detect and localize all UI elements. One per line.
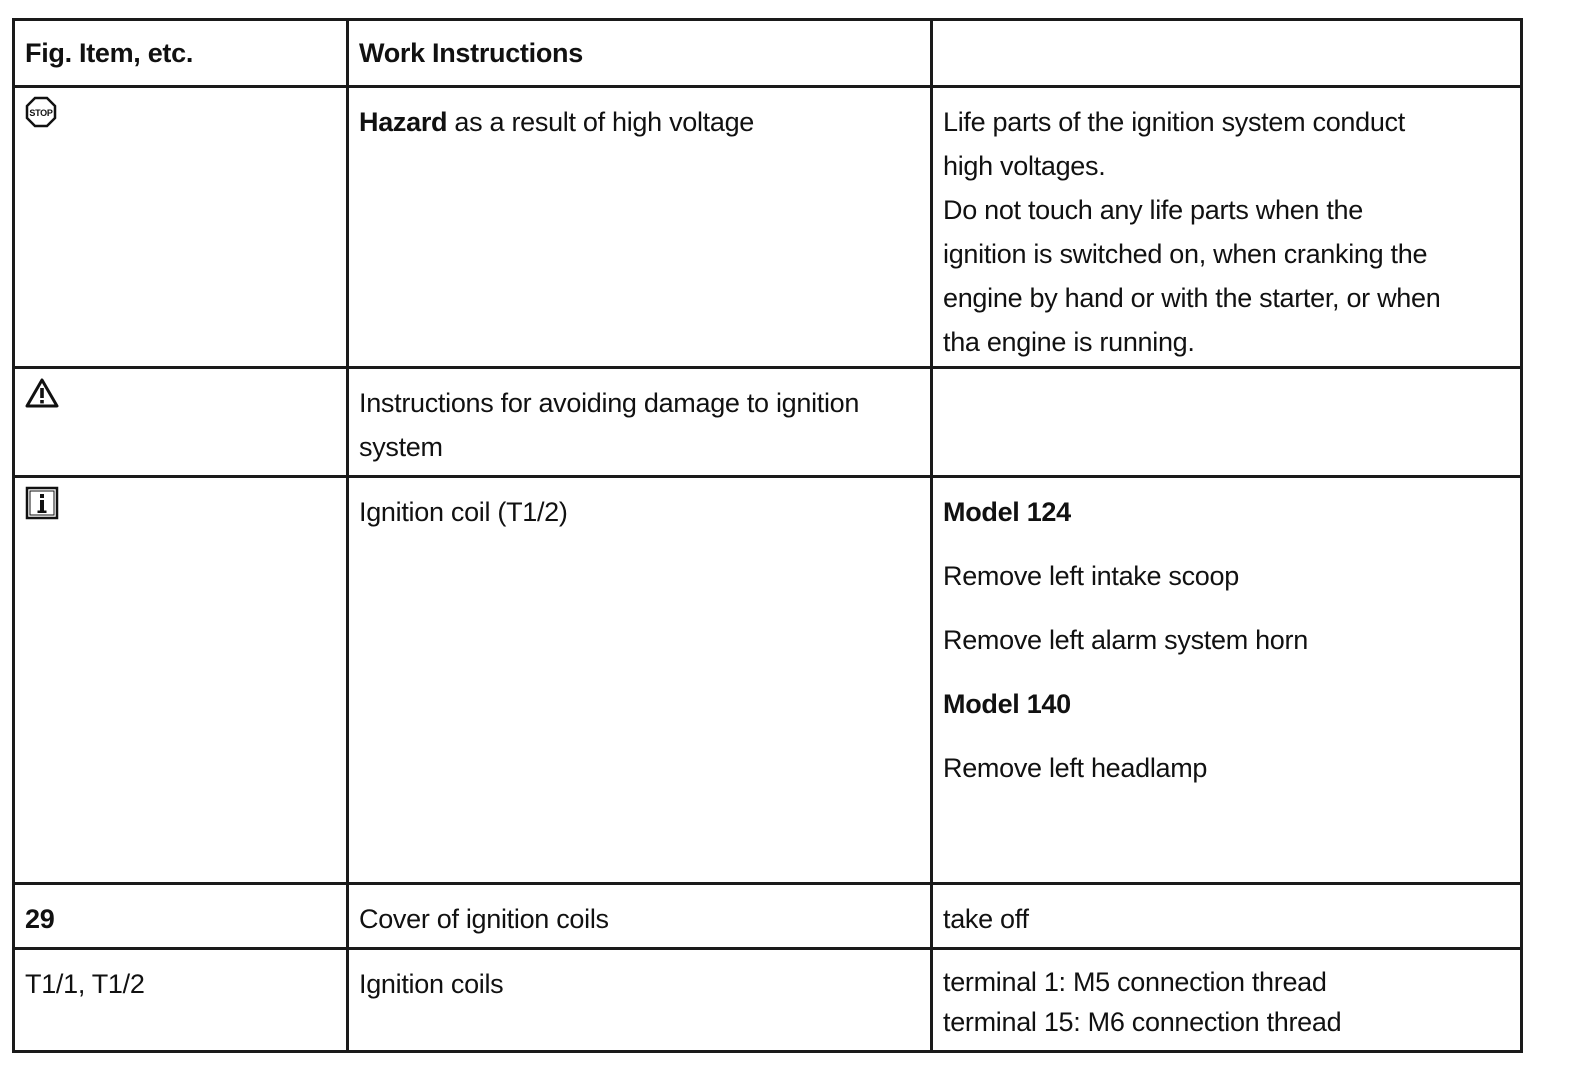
item-cell bbox=[14, 368, 348, 477]
note-step: Remove left intake scoop bbox=[943, 561, 1239, 591]
header-cell-work-instructions bbox=[348, 20, 932, 87]
item-cell bbox=[14, 884, 348, 949]
note-line: Life parts of the ignition system conduct bbox=[943, 107, 1405, 137]
instruction-cell bbox=[348, 884, 932, 949]
instruction-cell bbox=[348, 87, 932, 368]
warning-triangle-icon bbox=[25, 377, 59, 409]
note-cell bbox=[932, 368, 1522, 477]
instruction-cell bbox=[348, 949, 932, 1052]
note-line: terminal 15: M6 connection thread bbox=[943, 1007, 1342, 1037]
instruction-line: Instructions for avoiding damage to ignition bbox=[359, 388, 860, 418]
table-row bbox=[14, 477, 1522, 884]
hazard-text: as a result of high voltage bbox=[447, 107, 755, 137]
note-line: tha engine is running. bbox=[943, 327, 1195, 357]
table-header-row bbox=[14, 20, 1522, 87]
info-icon bbox=[25, 486, 59, 520]
work-instructions-table bbox=[12, 18, 1523, 1053]
note-line: terminal 1: M5 connection thread bbox=[943, 967, 1327, 997]
item-cell bbox=[14, 477, 348, 884]
note-line: ignition is switched on, when cranking the bbox=[943, 239, 1428, 269]
header-notes-label bbox=[933, 21, 1520, 31]
instruction-text: Cover of ignition coils bbox=[359, 904, 609, 934]
note-cell bbox=[932, 477, 1522, 884]
note-step: Remove left headlamp bbox=[943, 753, 1208, 783]
instruction-text: Ignition coil (T1/2) bbox=[359, 497, 568, 527]
header-cell-fig-item bbox=[14, 20, 348, 87]
table-row bbox=[14, 87, 1522, 368]
note-cell bbox=[932, 87, 1522, 368]
stop-sign-icon bbox=[25, 96, 57, 128]
table-row bbox=[14, 949, 1522, 1052]
note-cell bbox=[932, 949, 1522, 1052]
item-cell bbox=[14, 87, 348, 368]
table-row bbox=[14, 884, 1522, 949]
header-work-instructions-label: Work Instructions bbox=[359, 38, 583, 68]
model-heading: Model 140 bbox=[943, 689, 1071, 719]
note-text: take off bbox=[943, 904, 1029, 934]
note-text bbox=[933, 369, 1520, 381]
item-cell bbox=[14, 949, 348, 1052]
instruction-cell bbox=[348, 368, 932, 477]
note-line: engine by hand or with the starter, or when bbox=[943, 283, 1441, 313]
header-fig-item-label: Fig. Item, etc. bbox=[25, 38, 194, 68]
note-line: Do not touch any life parts when the bbox=[943, 195, 1363, 225]
note-step: Remove left alarm system horn bbox=[943, 625, 1308, 655]
instruction-cell bbox=[348, 477, 932, 884]
table-row bbox=[14, 368, 1522, 477]
instruction-line: system bbox=[359, 432, 443, 462]
svg-text:STOP: STOP bbox=[29, 108, 53, 118]
item-number: T1/1, T1/2 bbox=[25, 969, 145, 999]
model-heading: Model 124 bbox=[943, 497, 1071, 527]
item-number: 29 bbox=[25, 904, 55, 934]
note-cell bbox=[932, 884, 1522, 949]
instruction-text: Ignition coils bbox=[359, 969, 504, 999]
hazard-label: Hazard bbox=[359, 107, 448, 137]
header-cell-notes bbox=[932, 20, 1522, 87]
note-line: high voltages. bbox=[943, 151, 1106, 181]
